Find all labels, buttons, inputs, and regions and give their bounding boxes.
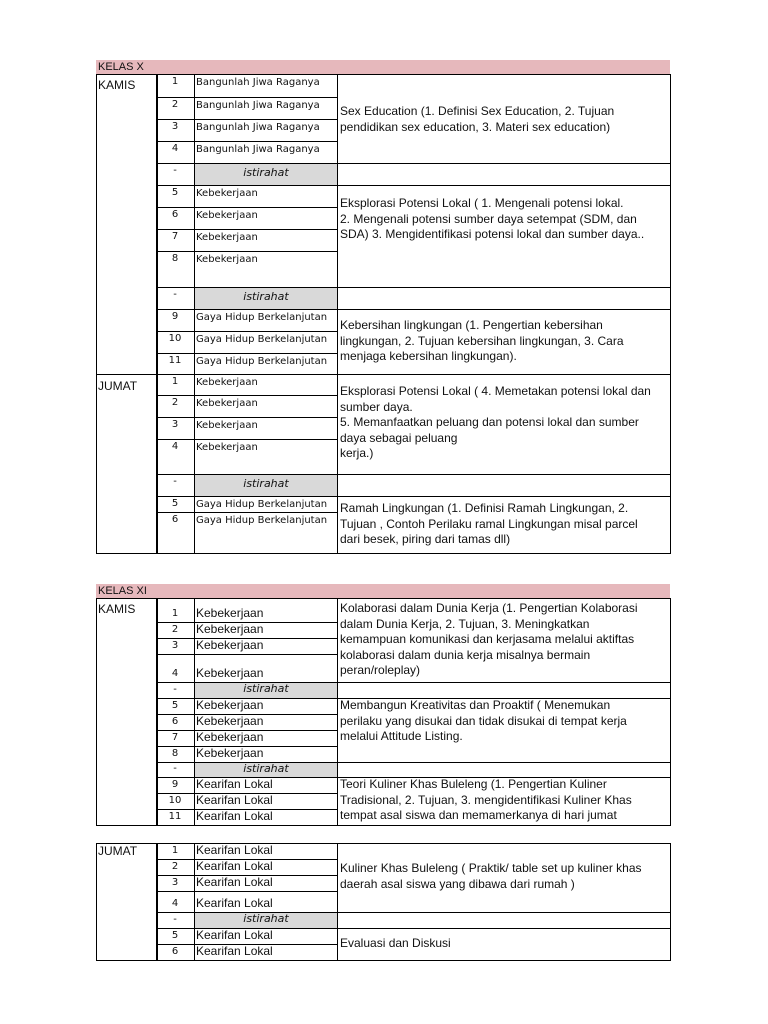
- row-number: 6: [171, 514, 179, 525]
- break-row-fill: istirahat: [195, 164, 337, 185]
- subject-name: Kebekerjaan: [196, 254, 258, 265]
- description-line: kolaborasi dalam dunia kerja misalnya bermain: [340, 647, 591, 662]
- subject-name: Kearifan Lokal: [196, 896, 273, 910]
- row-number: -: [173, 476, 177, 487]
- row-number: 3: [171, 877, 179, 888]
- subject-name: Kebekerjaan: [196, 188, 258, 199]
- break-row-fill: istirahat: [195, 913, 337, 928]
- description-line: kemampuan komunikasi dan kerjasama melalui aktiftas: [340, 632, 635, 646]
- subject-name: Kebekerjaan: [196, 420, 258, 431]
- table-border-left: [96, 74, 97, 375]
- day-label: JUMAT: [98, 379, 138, 393]
- description-line: Ramah Lingkungan (1. Definisi Ramah Lingkungan, 2.: [340, 501, 629, 515]
- description-line: peran/roleplay): [340, 663, 421, 677]
- lesson-description: [338, 196, 669, 243]
- section-header: KELAS XI: [96, 584, 670, 598]
- description-line: kerja.): [340, 446, 374, 460]
- row-number: 4: [171, 668, 179, 679]
- table-border-right: [670, 598, 671, 826]
- row-number: -: [173, 684, 177, 695]
- row-number: 2: [171, 624, 179, 635]
- row-number: 9: [171, 779, 179, 790]
- subject-name: Kearifan Lokal: [196, 793, 273, 807]
- description-divider: [337, 287, 670, 288]
- description-line: Eksplorasi Potensi Lokal ( 1. Mengenali potensi lokal.: [340, 196, 624, 210]
- row-number: 1: [171, 845, 179, 856]
- row-number: 4: [171, 898, 179, 909]
- table-border-bottom: [96, 825, 671, 826]
- lesson-description: [338, 501, 669, 548]
- row-number: 5: [171, 700, 179, 711]
- row-number: 10: [168, 333, 182, 344]
- subject-name: Kebekerjaan: [196, 232, 258, 243]
- description-line: Kolaborasi dalam Dunia Kerja (1. Pengertian Kolaborasi: [340, 601, 638, 615]
- lesson-description: [338, 601, 669, 679]
- description-line: Teori Kuliner Khas Buleleng (1. Pengertian Kuliner: [340, 777, 607, 791]
- row-number: 4: [171, 143, 179, 154]
- description-divider: [337, 185, 670, 186]
- row-number: -: [173, 289, 177, 300]
- description-line: Tujuan , Contoh Perilaku ramal Lingkungan misal parcel: [340, 516, 638, 531]
- description-divider: [337, 912, 670, 913]
- row-number: 2: [171, 861, 179, 872]
- subject-name: Kebekerjaan: [196, 622, 264, 636]
- row-number: 7: [171, 732, 179, 743]
- subject-name: Kebekerjaan: [196, 746, 264, 760]
- subject-name: Kebekerjaan: [196, 377, 258, 388]
- row-number: 3: [171, 121, 179, 132]
- subject-name: Gaya Hidup Berkelanjutan: [196, 356, 328, 367]
- subject-name: Kebekerjaan: [196, 714, 264, 728]
- description-line: Sex Education (1. Definisi Sex Education, 2. Tujuan: [340, 104, 615, 118]
- row-number: 8: [171, 748, 179, 759]
- row-number: 1: [171, 76, 179, 87]
- row-number: 1: [171, 376, 179, 387]
- table-border-right: [670, 374, 671, 554]
- row-number: 1: [171, 608, 179, 619]
- description-line: daerah asal siswa yang dibawa dari rumah ): [340, 876, 575, 891]
- row-number: -: [173, 914, 177, 925]
- description-line: lingkungan, 2. Tujuan kebersihan lingkungan, 3. Cara: [340, 333, 624, 348]
- subject-name: Kebekerjaan: [196, 730, 264, 744]
- subject-name: Bangunlah Jiwa Raganya: [196, 100, 320, 111]
- subject-name: Bangunlah Jiwa Raganya: [196, 144, 320, 155]
- day-label: KAMIS: [98, 78, 136, 92]
- row-number: 8: [171, 253, 179, 264]
- day-label: JUMAT: [98, 844, 138, 858]
- description-line: Membangun Kreativitas dan Proaktif ( Menemukan: [340, 698, 611, 712]
- description-line: dari besek, piring dari tamas dll): [340, 532, 511, 546]
- description-line: menjaga kebersihan lingkungan).: [340, 349, 517, 363]
- subject-name: Gaya Hidup Berkelanjutan: [196, 499, 328, 510]
- description-line: perilaku yang disukai dan tidak disukai di tempat kerja: [340, 713, 627, 728]
- row-number: -: [173, 763, 177, 774]
- break-row-fill: istirahat: [195, 763, 337, 777]
- row-number: 6: [171, 209, 179, 220]
- row-number: 2: [171, 397, 179, 408]
- row-number: 11: [168, 811, 182, 822]
- table-border-left: [96, 598, 97, 826]
- row-number: 7: [171, 231, 179, 242]
- description-line: pendidikan sex education, 3. Materi sex education): [340, 119, 611, 134]
- row-number: 5: [171, 187, 179, 198]
- row-number: 9: [171, 311, 179, 322]
- description-divider: [337, 928, 670, 929]
- row-number: 11: [168, 355, 182, 366]
- table-border-bottom: [96, 553, 671, 554]
- subject-name: Kebekerjaan: [196, 698, 264, 712]
- description-line: Kuliner Khas Buleleng ( Praktik/ table set up kuliner khas: [340, 861, 642, 875]
- subject-name: Bangunlah Jiwa Raganya: [196, 122, 320, 133]
- description-line: Evaluasi dan Diskusi: [340, 936, 451, 950]
- table-border-top: [96, 598, 671, 599]
- subject-name: Kebekerjaan: [196, 606, 264, 620]
- row-number: 3: [171, 640, 179, 651]
- description-divider: [337, 762, 670, 763]
- break-row-fill: istirahat: [195, 288, 337, 309]
- description-divider: [337, 682, 670, 683]
- description-line: dalam Dunia Kerja, 2. Tujuan, 3. Meningkatkan: [340, 616, 590, 631]
- lesson-description: [338, 698, 669, 745]
- lesson-description: [338, 384, 669, 462]
- lesson-description: [338, 777, 669, 824]
- day-label: KAMIS: [98, 602, 136, 616]
- description-line: Kebersihan lingkungan (1. Pengertian kebersihan: [340, 318, 603, 332]
- subject-name: Kebekerjaan: [196, 666, 264, 680]
- subject-name: Gaya Hidup Berkelanjutan: [196, 334, 328, 345]
- lesson-description: [338, 861, 669, 892]
- description-line: daya sebagai peluang: [340, 430, 458, 445]
- subject-name: Kearifan Lokal: [196, 843, 273, 857]
- description-line: Tradisional, 2. Tujuan, 3. mengidentifikasi Kuliner Khas: [340, 792, 632, 807]
- row-number: -: [173, 165, 177, 176]
- lesson-description: [338, 936, 669, 952]
- subject-name: Kearifan Lokal: [196, 859, 273, 873]
- row-number: 6: [171, 946, 179, 957]
- subject-name: Kearifan Lokal: [196, 875, 273, 889]
- description-divider: [337, 474, 670, 475]
- row-number: 5: [171, 930, 179, 941]
- subject-name: Bangunlah Jiwa Raganya: [196, 77, 320, 88]
- section-header: KELAS X: [96, 60, 670, 74]
- lesson-description: [338, 104, 669, 135]
- row-line: [156, 891, 337, 892]
- description-line: 5. Memanfaatkan peluang dan potensi lokal dan sumber: [340, 415, 639, 429]
- row-number: 2: [171, 99, 179, 110]
- subject-name: Gaya Hidup Berkelanjutan: [196, 312, 328, 323]
- break-row-fill: istirahat: [195, 683, 337, 698]
- description-line: melalui Attitude Listing.: [340, 729, 463, 743]
- row-line: [156, 654, 337, 655]
- row-number: 4: [171, 441, 179, 452]
- row-number: 6: [171, 716, 179, 727]
- description-divider: [337, 163, 670, 164]
- row-number: 10: [168, 795, 182, 806]
- subject-name: Kearifan Lokal: [196, 777, 273, 791]
- description-line: tempat asal siswa dan memamerkanya di hari jumat: [340, 808, 617, 822]
- subject-name: Kebekerjaan: [196, 638, 264, 652]
- break-row-fill: istirahat: [195, 475, 337, 496]
- subject-name: Kearifan Lokal: [196, 944, 273, 958]
- row-number: 5: [171, 498, 179, 509]
- table-border-right: [670, 74, 671, 375]
- subject-name: Kebekerjaan: [196, 442, 258, 453]
- description-line: Eksplorasi Potensi Lokal ( 4. Memetakan potensi lokal dan: [340, 384, 651, 398]
- description-line: 2. Mengenali potensi sumber daya setempat (SDM, dan: [340, 211, 637, 226]
- table-border-left: [96, 374, 97, 554]
- subject-name: Kearifan Lokal: [196, 928, 273, 942]
- lesson-description: [338, 318, 669, 365]
- description-divider: [337, 496, 670, 497]
- subject-name: Kebekerjaan: [196, 210, 258, 221]
- description-line: sumber daya.: [340, 399, 413, 414]
- subject-name: Kebekerjaan: [196, 398, 258, 409]
- subject-name: Gaya Hidup Berkelanjutan: [196, 515, 328, 526]
- description-divider: [337, 309, 670, 310]
- description-line: SDA) 3. Mengidentifikasi potensi lokal dan sumber daya..: [340, 227, 645, 241]
- subject-name: Kearifan Lokal: [196, 809, 273, 823]
- row-number: 3: [171, 419, 179, 430]
